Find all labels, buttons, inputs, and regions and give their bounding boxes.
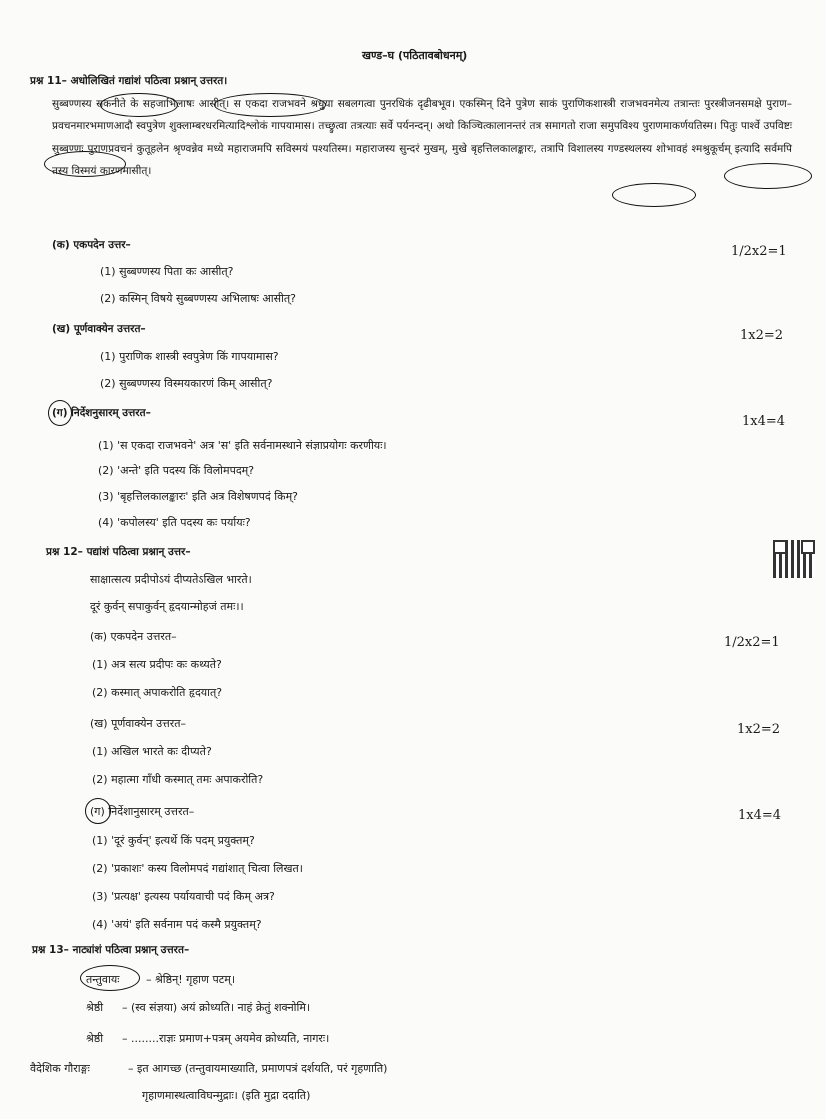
q12-a-marks: 1/2x2=1 (724, 635, 780, 650)
dialogue-text: – श्रेष्ठिन्! गृहाण पटम्। (146, 973, 235, 986)
pen-circle-mark (612, 183, 696, 207)
section-title: खण्ड–घ (पठितावबोधनम्) (362, 49, 468, 62)
pen-circle-mark (100, 93, 178, 117)
q12-c-item: (1) 'दूरं कुर्वन्' इत्यर्थे किं पदम् प्रयुक्तम्? (92, 834, 255, 847)
q12-verse-line: साक्षात्सत्य प्रदीपोऽयं दीप्यतेऽखिल भारते। (90, 573, 252, 586)
q11-a-head: (क) एकपदेन उत्तर– (52, 239, 131, 251)
pen-circle-mark (214, 93, 326, 117)
pen-circle-mark (48, 400, 72, 426)
q12-a-head: (क) एकपदेन उत्तरत– (90, 630, 177, 643)
q11-label: प्रश्न 11– अधोलिखितं गद्यांशं पठित्वा प्रश्नान् उत्तरत। (30, 75, 228, 87)
q12-b-head: (ख) पूर्णवाक्येन उत्तरत– (90, 717, 187, 730)
pen-circle-mark (724, 163, 812, 189)
q12-c-item: (4) 'अयं' इति सर्वनाम पदं कस्मै प्रयुक्तम्? (92, 918, 262, 931)
q12-verse-line: दूरं कुर्वन् सपाकुर्वन् हृदयान्मोहजं तमः।। (90, 600, 244, 613)
dialogue-text: गृहाणमास्थत्वाविघन्मुद्राः। (इति मुद्रा ददाति) (142, 1089, 311, 1102)
q12-a-item: (2) कस्मात् अपाकरोति हृदयात्? (92, 686, 223, 699)
pen-circle-mark (80, 965, 140, 991)
pen-circle-mark (85, 798, 111, 824)
q12-b-item: (1) अखिल भारते कः दीप्यते? (92, 745, 212, 758)
q12-c-item: (2) 'प्रकाशः' कस्य विलोमपदं गद्यांशात् चित्वा लिखत। (92, 862, 303, 875)
dialogue-speaker: श्रेष्ठी (86, 1032, 104, 1045)
q12-c-head: (ग) निर्देशानुसारम् उत्तरत– (90, 805, 195, 818)
q11-c-item: (2) 'अन्ते' इति पदस्य किं विलोमपदम्? (98, 464, 255, 477)
q12-b-item: (2) महात्मा गाँधी कस्मात् तमः अपाकरोति? (92, 773, 264, 786)
dialogue-text: – (स्व संज्ञया) अयं क्रोध्यति। नाहं क्रेतुं शक्नोमि। (122, 1001, 311, 1014)
q11-b-item: (2) सुब्बण्णस्य विस्मयकारणं किम् आसीत्? (100, 377, 273, 390)
dialogue-speaker: श्रेष्ठी (86, 1001, 104, 1014)
q11-c-marks: 1x4=4 (742, 414, 786, 429)
dialogue-speaker: तन्तुवायः (86, 973, 120, 986)
q12-a-item: (1) अत्र सत्य प्रदीपः कः कथ्यते? (92, 658, 222, 671)
q11-passage: सुब्बण्णस्य सकनीते के सहजाभिलाषः आसीत्। स एकदा राजभवने श्रधुया सबलगत्वा पुनरधिकं दृढीबभूव। एकस्मिन् दिने पुत्रेण साकं पुराणिकशास्त्री राजभवनमेत्य तत्रान्तः पुरस्त्रीजनसमक्षे पुराण–प्रवचनमारभमाणआदौ स्वपुत्रेण शुक्लाम्बरधरमित्यादिश्लोकं गापयामास। तच्छ्रुत्वा तत्रत्याः सर्वे पर्यनन्दन्। अथो किञ्चित्कालानन्तरं तत्र समागतो राजा समुपविश्य पुराणमाकर्णयतिस्म। पितुः पार्श्वे उपविष्टः सुब्बण्णः पुराणप्रवचनं कुतूहलेन श्रृण्वन्नेव मध्ये महाराजमपि सविस्मयं पश्यतिस्म। महाराजस्य सुन्दरं मुखम्, मुखे बृहत्तिलकालङ्कारः, तत्रापि विशालस्य गण्डस्थलस्य शोभावहं श्मश्रुकूर्चम् इत्यादि सर्वमपि तस्य विस्मयं कारणमासीत्। (52, 98, 792, 177)
qr-code-icon (773, 540, 815, 578)
q11-a-item: (2) कस्मिन् विषये सुब्बण्णस्य अभिलाषः आसीत्? (100, 292, 296, 305)
q11-b-head: (ख) पूर्णवाक्येन उत्तरत– (52, 323, 146, 335)
dialogue-text: – इत आगच्छ (तन्तुवायमाख्याति, प्रमाणपत्रं दर्शयति, परं गृहणाति) (128, 1062, 388, 1075)
dialogue-speaker: वैदेशिक गौराङ्गः (30, 1062, 90, 1075)
q11-b-marks: 1x2=2 (740, 328, 784, 343)
q12-c-marks: 1x4=4 (738, 808, 782, 823)
q11-b-item: (1) पुराणिक शास्त्री स्वपुत्रेण किं गापयामास? (100, 350, 279, 363)
q11-c-item: (4) 'कपोलस्य' इति पदस्य कः पर्यायः? (98, 516, 251, 529)
q11-c-item: (1) 'स एकदा राजभवने' अत्र 'स' इति सर्वनामस्थाने संज्ञाप्रयोगः करणीयः। (98, 439, 387, 452)
q11-c-head: (ग) निर्देशनुसारम् उत्तरत– (52, 407, 151, 419)
q11-a-item: (1) सुब्बण्णस्य पिता कः आसीत्? (100, 265, 234, 278)
pen-circle-mark (44, 151, 126, 177)
q11-c-item: (3) 'बृहत्तिलकालङ्कारः' इति अत्र विशेषणपदं किम्? (98, 490, 298, 503)
q12-label: प्रश्न 12– पद्यांशं पठित्वा प्रश्नान् उत्तर– (46, 546, 191, 558)
q13-label: प्रश्न 13– नाट्यांशं पठित्वा प्रश्नान् उत्तरत– (32, 944, 190, 956)
q11-a-marks: 1/2x2=1 (731, 244, 787, 259)
dialogue-text: – ........राज्ञः प्रमाण+पत्रम् अयमेव क्रोध्यति, नागरः। (122, 1032, 330, 1045)
q12-b-marks: 1x2=2 (737, 722, 781, 737)
q12-c-item: (3) 'प्रत्यक्ष' इत्यस्य पर्यायवाची पदं किम् अत्र? (92, 890, 275, 903)
